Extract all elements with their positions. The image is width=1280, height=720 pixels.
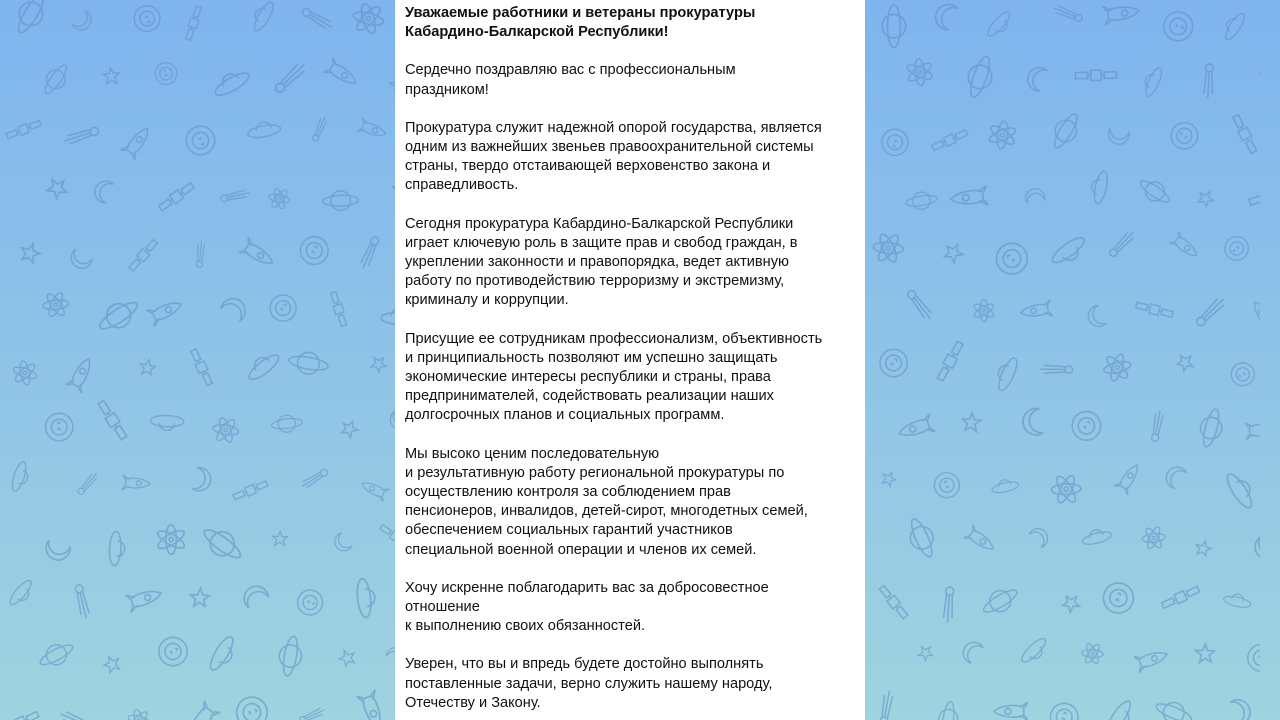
astronaut-icon	[295, 232, 333, 270]
astronaut-icon	[879, 126, 912, 159]
rocket-icon	[147, 296, 185, 326]
moon-icon	[220, 294, 250, 322]
ufo-icon	[990, 477, 1019, 495]
planet-icon	[320, 184, 362, 217]
comet-icon	[905, 290, 934, 319]
space-doodle-pattern	[865, 0, 1260, 720]
rocket-icon	[126, 585, 164, 613]
ufo-icon	[1223, 468, 1259, 510]
comet-icon	[354, 236, 386, 268]
planet-icon	[269, 632, 312, 681]
satellite-icon	[1, 710, 39, 720]
chat-wallpaper-right	[865, 0, 1260, 720]
astronaut-icon	[1166, 117, 1203, 154]
rocket-icon	[122, 475, 151, 491]
atom-icon	[902, 54, 938, 91]
ufo-icon	[992, 354, 1020, 392]
astronaut-icon	[233, 693, 272, 720]
ufo-icon	[207, 634, 241, 675]
moon-icon	[331, 532, 352, 554]
astronaut-icon	[931, 469, 963, 501]
message-paragraph: Прокуратура служит надежной опорой государства, является одним из важнейших звеньев правоохранительной системы страны, твердо отстаивающей верховенство закона и справедливость.	[405, 119, 822, 194]
ufo-icon	[1220, 9, 1248, 42]
rocket-icon	[182, 701, 220, 720]
rocket-icon	[994, 702, 1028, 720]
astronaut-icon	[130, 1, 164, 35]
atom-icon	[1078, 639, 1108, 668]
astronaut-icon	[1220, 232, 1253, 265]
satellite-icon	[5, 119, 41, 141]
star-icon	[1194, 540, 1213, 558]
comet-icon	[302, 465, 328, 491]
astronaut-icon	[45, 412, 74, 441]
planet-icon	[1042, 109, 1089, 153]
planet-icon	[930, 698, 966, 720]
planet-icon	[93, 297, 143, 334]
astronaut-icon	[265, 290, 301, 326]
planet-icon	[903, 188, 939, 214]
rocket-icon	[950, 186, 989, 209]
star-icon	[1175, 353, 1193, 372]
planet-icon	[269, 411, 305, 437]
satellite-icon	[878, 584, 909, 620]
rocket-icon	[1020, 300, 1053, 321]
planet-icon	[956, 51, 1005, 102]
star-icon	[388, 74, 395, 92]
ufo-icon	[150, 415, 184, 431]
atom-icon	[125, 706, 152, 720]
astronaut-icon	[152, 59, 180, 87]
ufo-icon	[243, 348, 282, 383]
rocket-icon	[1245, 421, 1260, 440]
rocket-icon	[1103, 2, 1141, 25]
comet-icon	[1197, 299, 1224, 326]
satellite-icon	[935, 340, 965, 382]
atom-icon	[1099, 350, 1135, 385]
comet-icon	[869, 691, 904, 720]
ufo-icon	[1019, 635, 1051, 667]
satellite-icon	[1231, 114, 1258, 155]
comet-icon	[1109, 232, 1133, 256]
message-bubble[interactable]	[395, 0, 865, 720]
rocket-icon	[1259, 65, 1260, 100]
atom-icon	[969, 295, 1000, 326]
message-paragraph: Хочу искренне поблагодарить вас за добросовестное отношение к выполнению своих обязанностей.	[405, 579, 769, 635]
ufo-icon	[1104, 698, 1138, 720]
rocket-icon	[896, 414, 935, 442]
astronaut-icon	[1067, 406, 1107, 446]
planet-icon	[1190, 404, 1233, 451]
rocket-icon	[121, 123, 155, 160]
atom-icon	[350, 0, 388, 38]
planet-icon	[35, 61, 76, 99]
moon-icon	[240, 582, 269, 608]
comet-icon	[302, 3, 333, 34]
satellite-icon	[931, 128, 969, 152]
astronaut-icon	[154, 632, 193, 671]
planet-icon	[907, 515, 936, 560]
moon-icon	[1024, 187, 1045, 203]
comet-icon	[186, 241, 214, 269]
satellite-icon	[232, 479, 268, 501]
star-icon	[1059, 592, 1081, 614]
moon-icon	[1028, 525, 1051, 549]
star-icon	[940, 240, 965, 265]
astronaut-icon	[1227, 359, 1258, 390]
comet-icon	[307, 117, 332, 142]
moon-icon	[71, 10, 95, 34]
astronaut-icon	[990, 237, 1033, 280]
ufo-icon	[1088, 169, 1109, 204]
moon-icon	[959, 638, 984, 664]
comet-icon	[1141, 411, 1173, 443]
ufo-icon	[356, 578, 377, 618]
moon-icon	[1085, 305, 1107, 330]
ufo-icon	[1049, 234, 1090, 270]
atom-icon	[984, 116, 1021, 153]
message-paragraph: Сегодня прокуратура Кабардино-Балкарской Республики играет ключевую роль в защите прав и свобод граждан, в укреплении законности и правопорядка, ведет активную работу по противодействию терроризму и экстремизму, криминалу и коррупции.	[405, 215, 798, 309]
star-icon	[917, 644, 934, 662]
star-icon	[272, 531, 287, 545]
comet-icon	[1054, 0, 1083, 29]
planet-icon	[874, 1, 914, 52]
planet-icon	[36, 641, 77, 669]
comet-icon	[77, 474, 98, 495]
comet-icon	[299, 703, 325, 720]
atom-icon	[9, 357, 40, 389]
star-icon	[102, 67, 120, 86]
moon-icon	[192, 467, 213, 493]
star-icon	[188, 586, 213, 611]
atom-icon	[37, 286, 74, 323]
comet-icon	[1040, 352, 1074, 386]
rocket-icon	[357, 690, 388, 720]
satellite-icon	[1161, 585, 1201, 610]
rocket-icon	[1114, 461, 1143, 494]
rocket-icon	[1169, 231, 1201, 261]
rocket-icon	[1134, 646, 1170, 672]
atom-icon	[1137, 521, 1170, 554]
moon-icon	[932, 1, 958, 31]
satellite-icon	[1135, 300, 1174, 319]
message-paragraph: Сердечно поздравляю вас с профессиональным праздником!	[405, 62, 736, 98]
satellite-icon	[157, 181, 195, 212]
planet-icon	[284, 342, 332, 384]
message-title: Уважаемые работники и ветераны прокуратуры Кабардино-Балкарской Республики!	[405, 5, 756, 41]
comet-icon	[64, 118, 99, 153]
ufo-icon	[1140, 65, 1165, 98]
rocket-icon	[324, 58, 361, 91]
atom-icon	[267, 186, 292, 212]
satellite-icon	[128, 238, 159, 272]
star-icon	[338, 418, 360, 440]
satellite-icon	[184, 5, 203, 40]
message-paragraph: Присущие ее сотрудникам профессионализм, объективность и принципиальность позволяют им успешно защищать экономические интересы республики и страны, права предпринимателей, содействовать реализации наших долгосрочных планов и социальных программ.	[405, 330, 823, 424]
comet-icon	[275, 64, 304, 93]
comet-icon	[1191, 62, 1227, 98]
moon-icon	[386, 644, 395, 664]
moon-icon	[1024, 64, 1047, 91]
satellite-icon	[96, 399, 128, 441]
astronaut-icon	[1242, 639, 1260, 677]
astronaut-icon	[874, 344, 913, 383]
ufo-icon	[1080, 526, 1112, 547]
space-doodle-pattern	[0, 0, 395, 720]
star-icon	[18, 243, 42, 266]
atom-icon	[1050, 473, 1081, 506]
rocket-icon	[359, 477, 389, 502]
moon-icon	[67, 249, 93, 272]
star-icon	[882, 472, 896, 487]
planet-icon	[978, 586, 1021, 617]
astronaut-icon	[1160, 8, 1196, 44]
moon-icon	[1107, 128, 1130, 146]
message-paragraph: Мы высоко ценим последовательную и результативную работу региональной прокуратуры по осуществлению контроля за соблюдением прав пенсионеров, инвалидов, детей-сирот, многодетных семей, обеспечением социальных гарантий участников специальной военной операции и членов их семей.	[405, 445, 808, 558]
planet-icon	[198, 517, 246, 570]
moon-icon	[1250, 536, 1260, 564]
astronaut-icon	[1099, 579, 1137, 617]
atom-icon	[155, 524, 187, 554]
ufo-icon	[210, 65, 252, 99]
rocket-icon	[964, 525, 998, 555]
moon-icon	[43, 540, 71, 563]
ufo-icon	[7, 578, 37, 610]
ufo-icon	[381, 308, 395, 326]
astronaut-icon	[294, 587, 326, 619]
astronaut-icon	[1047, 700, 1081, 720]
ufo-icon	[1223, 591, 1253, 609]
comet-icon	[220, 181, 250, 211]
moon-icon	[387, 411, 395, 434]
satellite-icon	[1075, 70, 1116, 81]
atom-icon	[872, 231, 905, 265]
rocket-icon	[239, 237, 277, 270]
star-icon	[103, 656, 119, 673]
satellite-icon	[329, 291, 348, 327]
star-icon	[370, 355, 388, 374]
comet-icon	[930, 585, 967, 622]
star-icon	[44, 174, 71, 201]
moon-icon	[1230, 697, 1252, 720]
rocket-icon	[357, 118, 388, 141]
planet-icon	[1151, 691, 1196, 720]
comet-icon	[61, 704, 95, 720]
satellite-icon	[189, 348, 214, 386]
ufo-icon	[109, 531, 126, 566]
moon-icon	[92, 178, 114, 204]
ufo-icon	[10, 460, 32, 493]
comet-icon	[65, 583, 100, 618]
moon-icon	[1021, 408, 1044, 437]
rocket-icon	[1249, 298, 1260, 331]
planet-icon	[1136, 171, 1174, 213]
planet-icon	[5, 0, 56, 38]
ufo-icon	[248, 0, 277, 33]
satellite-icon	[379, 523, 395, 549]
star-icon	[1197, 191, 1214, 207]
message-paragraph: Уверен, что вы и впредь будете достойно выполнять поставленные задачи, верно служить нашему народу, Отечеству и Закону.	[405, 656, 773, 711]
star-icon	[1194, 642, 1217, 665]
star-icon	[338, 650, 356, 668]
ufo-icon	[985, 9, 1016, 41]
star-icon	[959, 411, 982, 435]
ufo-icon	[246, 119, 281, 140]
satellite-icon	[1248, 185, 1260, 207]
chat-wallpaper-left	[0, 0, 395, 720]
rocket-icon	[66, 355, 97, 393]
astronaut-icon	[181, 121, 219, 159]
moon-icon	[1162, 463, 1187, 489]
atom-icon	[209, 413, 243, 447]
star-icon	[140, 359, 156, 376]
